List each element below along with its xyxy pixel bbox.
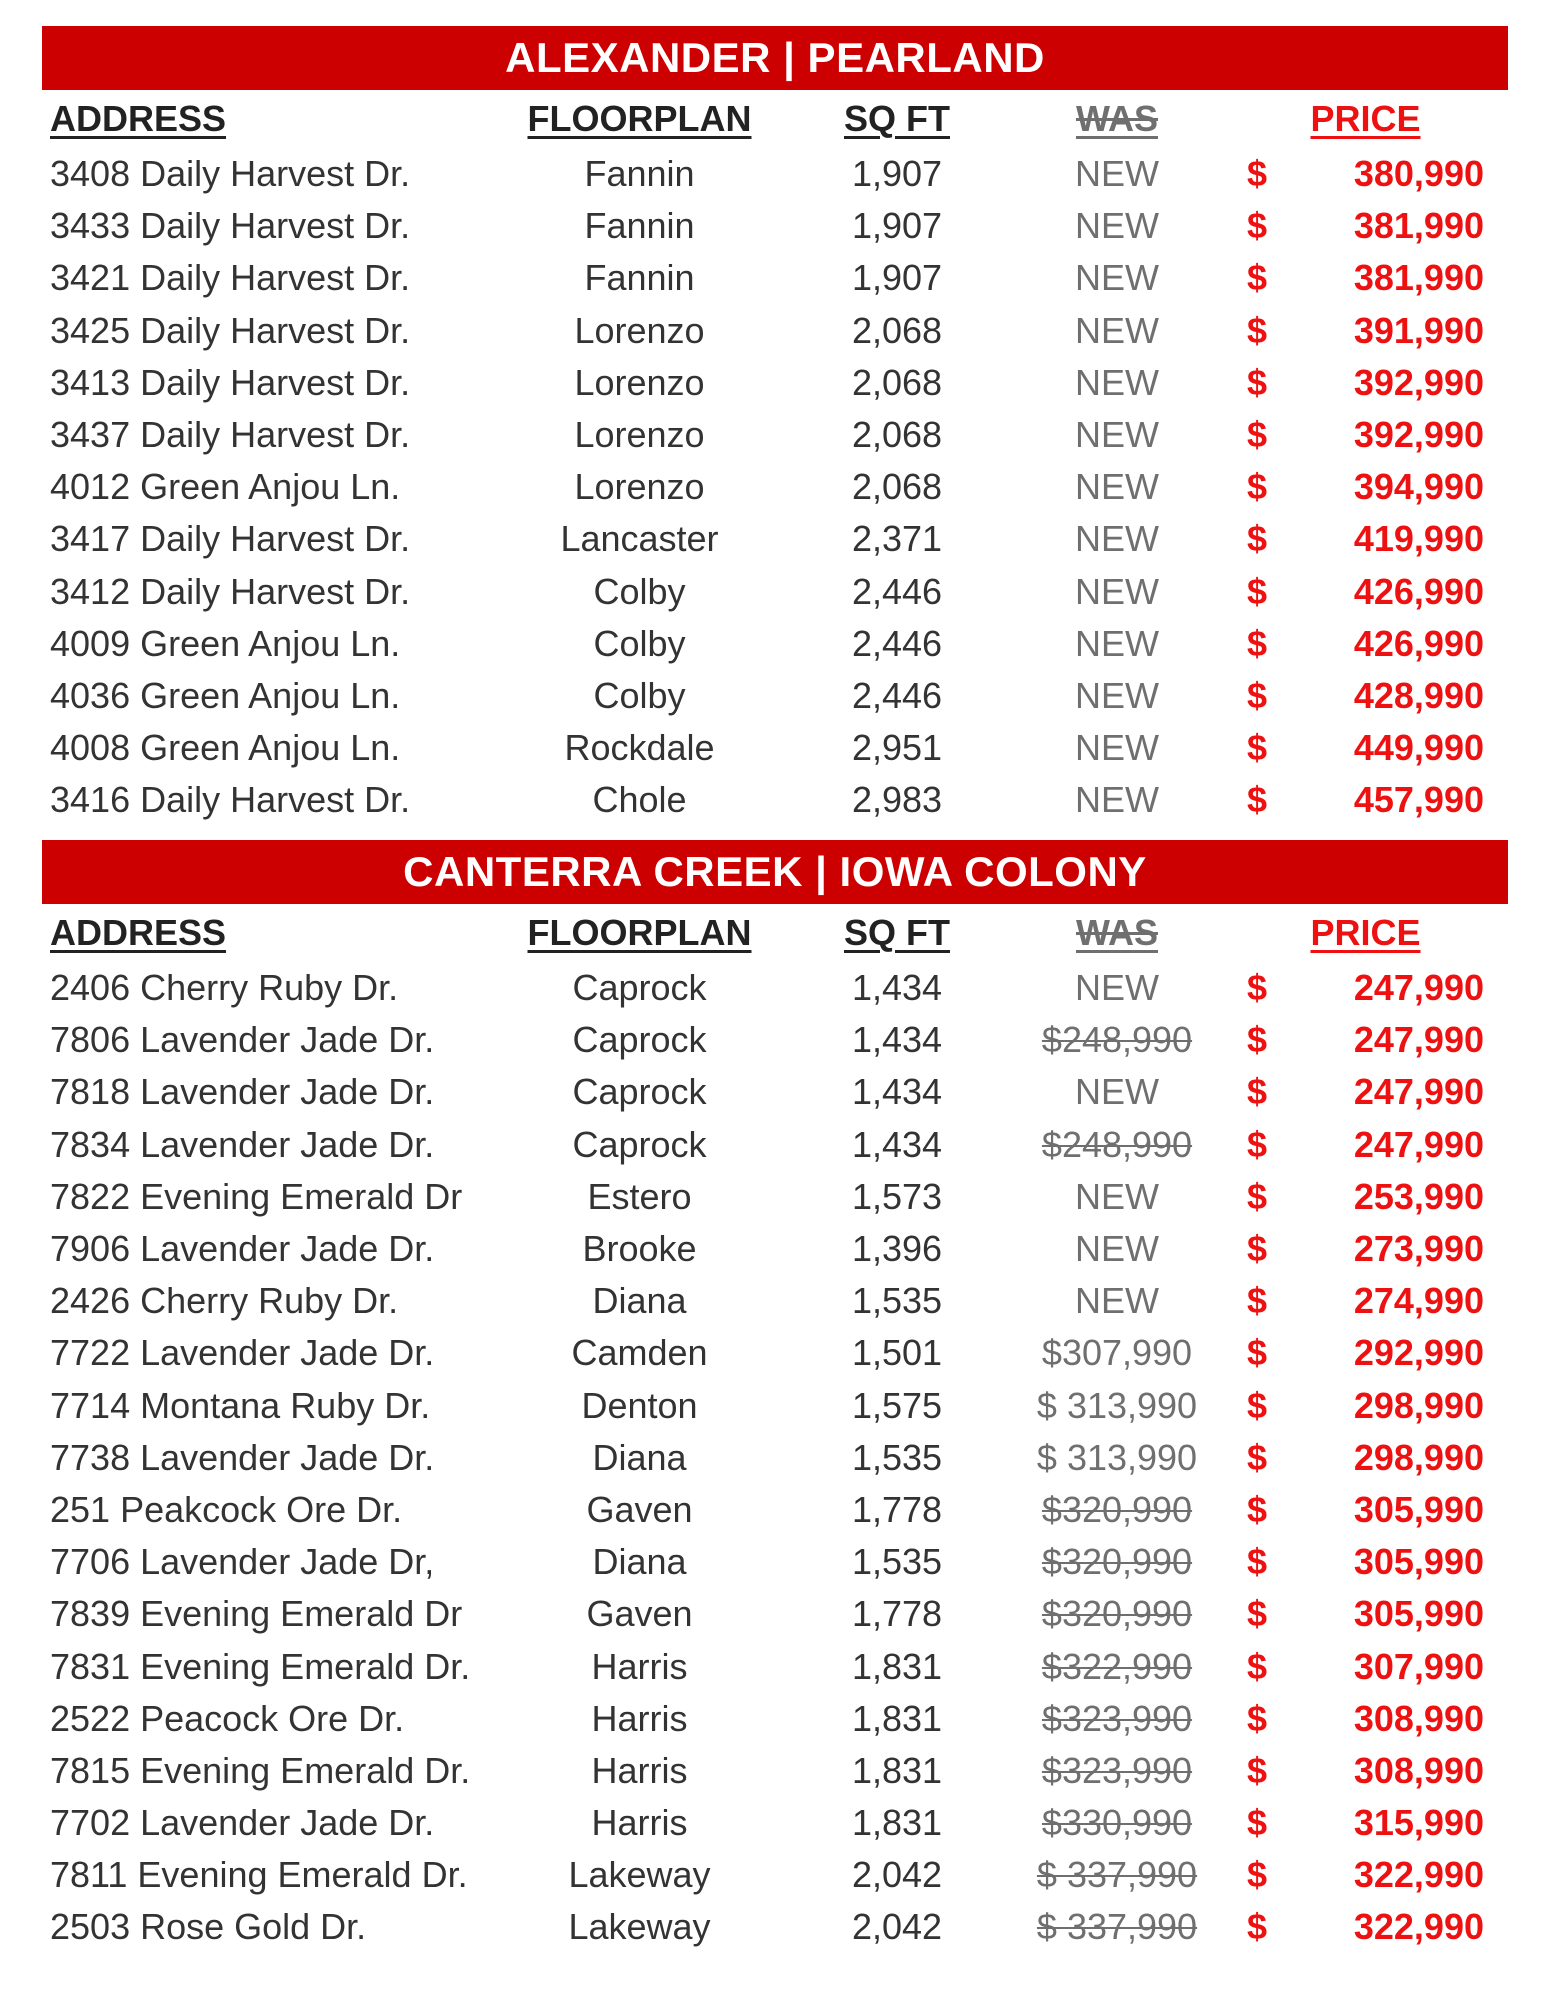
price-cell: [1227, 518, 1508, 560]
price-cell: [1227, 414, 1508, 456]
price-value: 307,990: [1353, 1645, 1484, 1687]
table-row: [42, 1171, 1508, 1223]
was-price-cell: NEW: [1075, 309, 1159, 351]
address-cell: 2406 Cherry Ruby Dr.: [50, 967, 399, 1009]
sqft-cell: 1,907: [851, 153, 943, 195]
table-row: [42, 618, 1508, 670]
sqft-cell: 1,573: [851, 1175, 943, 1217]
address-cell: 7818 Lavender Jade Dr.: [50, 1071, 435, 1113]
table-row: [42, 1484, 1508, 1536]
price-value: 315,990: [1353, 1802, 1484, 1844]
address-cell: 4009 Green Anjou Ln.: [50, 622, 401, 664]
price-cell: [1227, 1698, 1508, 1740]
price-cell: [1227, 1019, 1508, 1061]
currency-symbol: $: [1247, 153, 1268, 195]
sqft-cell: 1,396: [851, 1228, 943, 1270]
price-value: 392,990: [1353, 361, 1484, 403]
was-price-cell: NEW: [1075, 1175, 1159, 1217]
price-value: 457,990: [1353, 779, 1484, 821]
was-price-cell: $ 313,990: [1036, 1436, 1198, 1478]
header-price: PRICE: [1310, 912, 1421, 953]
floorplan-cell: Lakeway: [568, 1906, 711, 1948]
sqft-cell: 1,831: [851, 1645, 943, 1687]
floorplan-cell: Fannin: [584, 205, 695, 247]
table-row: [42, 1640, 1508, 1692]
floorplan-cell: Lakeway: [568, 1854, 711, 1896]
price-value: 298,990: [1353, 1436, 1484, 1478]
price-value: 247,990: [1353, 1123, 1484, 1165]
table-row: [42, 774, 1508, 826]
floorplan-cell: Caprock: [572, 1019, 707, 1061]
currency-symbol: $: [1247, 1280, 1268, 1322]
currency-symbol: $: [1247, 1697, 1268, 1739]
currency-symbol: $: [1247, 1071, 1268, 1113]
header-was: WAS: [1075, 912, 1158, 953]
was-price-cell: $320,990: [1041, 1593, 1193, 1635]
price-cell: [1227, 779, 1508, 821]
address-cell: 2503 Rose Gold Dr.: [50, 1906, 367, 1948]
sqft-cell: 2,983: [851, 779, 943, 821]
table-row: [42, 148, 1508, 200]
price-cell: [1227, 362, 1508, 404]
currency-symbol: $: [1247, 622, 1268, 664]
sqft-cell: 1,434: [851, 1019, 943, 1061]
currency-symbol: $: [1247, 1906, 1268, 1948]
price-value: 298,990: [1353, 1384, 1484, 1426]
address-cell: 7738 Lavender Jade Dr.: [50, 1436, 435, 1478]
was-price-cell: NEW: [1075, 466, 1159, 508]
sqft-cell: 2,446: [851, 570, 943, 612]
table-row: [42, 1745, 1508, 1797]
was-price-cell: NEW: [1075, 361, 1159, 403]
sqft-cell: 1,434: [851, 1123, 943, 1165]
price-value: 308,990: [1353, 1697, 1484, 1739]
currency-symbol: $: [1247, 779, 1268, 821]
was-price-cell: NEW: [1075, 622, 1159, 664]
address-cell: 3416 Daily Harvest Dr.: [50, 779, 411, 821]
address-cell: 7811 Evening Emerald Dr.: [50, 1854, 468, 1896]
was-price-cell: NEW: [1075, 967, 1159, 1009]
floorplan-cell: Lorenzo: [574, 466, 705, 508]
currency-symbol: $: [1247, 1332, 1268, 1374]
was-price-cell: NEW: [1075, 205, 1159, 247]
table-row: [42, 1797, 1508, 1849]
floorplan-cell: Diana: [592, 1436, 687, 1478]
address-cell: 3433 Daily Harvest Dr.: [50, 205, 411, 247]
address-cell: 7722 Lavender Jade Dr.: [50, 1332, 435, 1374]
was-price-cell: NEW: [1075, 1071, 1159, 1113]
price-cell: [1227, 1176, 1508, 1218]
price-value: 426,990: [1353, 570, 1484, 612]
price-cell: [1227, 1437, 1508, 1479]
was-price-cell: NEW: [1075, 1228, 1159, 1270]
table-row: [42, 1014, 1508, 1066]
sqft-cell: 2,068: [851, 361, 943, 403]
currency-symbol: $: [1247, 1854, 1268, 1896]
price-cell: [1227, 1802, 1508, 1844]
floorplan-cell: Estero: [587, 1175, 692, 1217]
sqft-cell: 1,535: [851, 1541, 943, 1583]
price-cell: [1227, 675, 1508, 717]
floorplan-cell: Diana: [592, 1280, 687, 1322]
table-row: [42, 305, 1508, 357]
address-cell: 3413 Daily Harvest Dr.: [50, 361, 411, 403]
price-value: 247,990: [1353, 1071, 1484, 1113]
table-row: [42, 1849, 1508, 1901]
was-price-cell: NEW: [1075, 1280, 1159, 1322]
was-price-cell: $ 337,990: [1036, 1854, 1198, 1896]
section-banner: CANTERRA CREEK | IOWA COLONY: [42, 840, 1508, 904]
price-cell: [1227, 205, 1508, 247]
table-row: [42, 722, 1508, 774]
table-row: [42, 200, 1508, 252]
currency-symbol: $: [1247, 674, 1268, 716]
currency-symbol: $: [1247, 414, 1268, 456]
currency-symbol: $: [1247, 1645, 1268, 1687]
address-cell: 2426 Cherry Ruby Dr.: [50, 1280, 399, 1322]
section-canterra-creek-iowa-colony: [42, 840, 1508, 1954]
price-value: 247,990: [1353, 1019, 1484, 1061]
price-value: 322,990: [1353, 1906, 1484, 1948]
floorplan-cell: Fannin: [584, 257, 695, 299]
floorplan-cell: Gaven: [586, 1488, 693, 1530]
price-value: 308,990: [1353, 1749, 1484, 1791]
was-price-cell: NEW: [1075, 257, 1159, 299]
sqft-cell: 1,831: [851, 1697, 943, 1739]
address-cell: 7815 Evening Emerald Dr.: [50, 1749, 471, 1791]
sqft-cell: 1,778: [851, 1593, 943, 1635]
price-cell: [1227, 310, 1508, 352]
price-value: 380,990: [1353, 153, 1484, 195]
currency-symbol: $: [1247, 1228, 1268, 1270]
was-price-cell: $248,990: [1041, 1123, 1193, 1165]
was-price-cell: NEW: [1075, 518, 1159, 560]
floorplan-cell: Lorenzo: [574, 309, 705, 351]
table-row: [42, 1432, 1508, 1484]
table-row: [42, 409, 1508, 461]
header-floorplan: FLOORPLAN: [527, 98, 752, 139]
price-value: 305,990: [1353, 1541, 1484, 1583]
currency-symbol: $: [1247, 1384, 1268, 1426]
header-price: PRICE: [1310, 98, 1421, 139]
currency-symbol: $: [1247, 1541, 1268, 1583]
was-price-cell: $ 337,990: [1036, 1906, 1198, 1948]
price-cell: [1227, 257, 1508, 299]
header-address: ADDRESS: [50, 98, 227, 139]
price-value: 322,990: [1353, 1854, 1484, 1896]
price-cell: [1227, 1541, 1508, 1583]
floorplan-cell: Harris: [591, 1749, 688, 1791]
price-cell: [1227, 1593, 1508, 1635]
floorplan-cell: Harris: [591, 1697, 688, 1739]
floorplan-cell: Camden: [571, 1332, 708, 1374]
sqft-cell: 1,434: [851, 1071, 943, 1113]
sqft-cell: 2,446: [851, 622, 943, 664]
table-row: [42, 566, 1508, 618]
floorplan-cell: Fannin: [584, 153, 695, 195]
address-cell: 3412 Daily Harvest Dr.: [50, 570, 411, 612]
table-row: [42, 357, 1508, 409]
currency-symbol: $: [1247, 361, 1268, 403]
sqft-cell: 1,575: [851, 1384, 943, 1426]
table-row: [42, 1223, 1508, 1275]
floorplan-cell: Colby: [593, 570, 686, 612]
price-value: 428,990: [1353, 674, 1484, 716]
was-price-cell: $307,990: [1041, 1332, 1193, 1374]
sqft-cell: 1,907: [851, 257, 943, 299]
floorplan-cell: Lorenzo: [574, 361, 705, 403]
was-price-cell: $323,990: [1041, 1749, 1193, 1791]
price-cell: [1227, 623, 1508, 665]
price-value: 292,990: [1353, 1332, 1484, 1374]
sqft-cell: 1,831: [851, 1749, 943, 1791]
table-row: [42, 670, 1508, 722]
was-price-cell: NEW: [1075, 727, 1159, 769]
address-cell: 2522 Peacock Ore Dr.: [50, 1697, 405, 1739]
sqft-cell: 1,778: [851, 1488, 943, 1530]
was-price-cell: $330,990: [1041, 1802, 1193, 1844]
floorplan-cell: Harris: [591, 1802, 688, 1844]
address-cell: 3408 Daily Harvest Dr.: [50, 153, 411, 195]
currency-symbol: $: [1247, 205, 1268, 247]
currency-symbol: $: [1247, 1488, 1268, 1530]
address-cell: 7822 Evening Emerald Dr: [50, 1175, 463, 1217]
was-price-cell: $322,990: [1041, 1645, 1193, 1687]
sqft-cell: 2,068: [851, 414, 943, 456]
header-was: WAS: [1075, 98, 1158, 139]
price-cell: [1227, 1228, 1508, 1270]
was-price-cell: NEW: [1075, 153, 1159, 195]
currency-symbol: $: [1247, 257, 1268, 299]
sqft-cell: 2,951: [851, 727, 943, 769]
price-value: 391,990: [1353, 309, 1484, 351]
price-value: 247,990: [1353, 967, 1484, 1009]
header-address: ADDRESS: [50, 912, 227, 953]
table-row: [42, 252, 1508, 304]
table-row: [42, 1380, 1508, 1432]
price-cell: [1227, 1489, 1508, 1531]
sqft-cell: 1,535: [851, 1280, 943, 1322]
listing-rows: [42, 962, 1508, 1954]
address-cell: 251 Peakcock Ore Dr.: [50, 1488, 403, 1530]
column-header-row: [42, 90, 1508, 148]
sqft-cell: 2,068: [851, 309, 943, 351]
price-value: 274,990: [1353, 1280, 1484, 1322]
was-price-cell: NEW: [1075, 414, 1159, 456]
table-row: [42, 513, 1508, 565]
was-price-cell: $323,990: [1041, 1697, 1193, 1739]
floorplan-cell: Colby: [593, 622, 686, 664]
currency-symbol: $: [1247, 1749, 1268, 1791]
header-sqft: SQ FT: [844, 912, 950, 953]
price-cell: [1227, 1385, 1508, 1427]
currency-symbol: $: [1247, 518, 1268, 560]
price-value: 381,990: [1353, 205, 1484, 247]
address-cell: 4008 Green Anjou Ln.: [50, 727, 401, 769]
address-cell: 7834 Lavender Jade Dr.: [50, 1123, 435, 1165]
floorplan-cell: Colby: [593, 674, 686, 716]
price-cell: [1227, 1906, 1508, 1948]
currency-symbol: $: [1247, 1175, 1268, 1217]
table-row: [42, 1536, 1508, 1588]
price-cell: [1227, 1646, 1508, 1688]
price-cell: [1227, 1854, 1508, 1896]
currency-symbol: $: [1247, 1802, 1268, 1844]
sqft-cell: 1,434: [851, 967, 943, 1009]
table-row: [42, 1588, 1508, 1640]
price-cell: [1227, 466, 1508, 508]
was-price-cell: $ 313,990: [1036, 1384, 1198, 1426]
currency-symbol: $: [1247, 1593, 1268, 1635]
floorplan-cell: Harris: [591, 1645, 688, 1687]
address-cell: 7714 Montana Ruby Dr.: [50, 1384, 431, 1426]
header-sqft: SQ FT: [844, 98, 950, 139]
price-cell: [1227, 1124, 1508, 1166]
address-cell: 3421 Daily Harvest Dr.: [50, 257, 411, 299]
currency-symbol: $: [1247, 967, 1268, 1009]
floorplan-cell: Caprock: [572, 1123, 707, 1165]
price-value: 419,990: [1353, 518, 1484, 560]
table-row: [42, 1327, 1508, 1379]
floorplan-cell: Brooke: [582, 1228, 697, 1270]
currency-symbol: $: [1247, 727, 1268, 769]
table-row: [42, 1901, 1508, 1953]
currency-symbol: $: [1247, 570, 1268, 612]
sqft-cell: 2,068: [851, 466, 943, 508]
section-banner: ALEXANDER | PEARLAND: [42, 26, 1508, 90]
was-price-cell: $320,990: [1041, 1488, 1193, 1530]
floorplan-cell: Caprock: [572, 967, 707, 1009]
floorplan-cell: Lorenzo: [574, 414, 705, 456]
table-row: [42, 1275, 1508, 1327]
address-cell: 7906 Lavender Jade Dr.: [50, 1228, 435, 1270]
sqft-cell: 2,042: [851, 1906, 943, 1948]
price-value: 273,990: [1353, 1228, 1484, 1270]
was-price-cell: $320,990: [1041, 1541, 1193, 1583]
floorplan-cell: Denton: [581, 1384, 698, 1426]
price-value: 449,990: [1353, 727, 1484, 769]
address-cell: 7839 Evening Emerald Dr: [50, 1593, 463, 1635]
sqft-cell: 2,042: [851, 1854, 943, 1896]
price-value: 253,990: [1353, 1175, 1484, 1217]
currency-symbol: $: [1247, 1436, 1268, 1478]
price-value: 381,990: [1353, 257, 1484, 299]
currency-symbol: $: [1247, 1019, 1268, 1061]
sqft-cell: 2,371: [851, 518, 943, 560]
price-cell: [1227, 1071, 1508, 1113]
listing-rows: [42, 148, 1508, 826]
address-cell: 4012 Green Anjou Ln.: [50, 466, 401, 508]
price-value: 392,990: [1353, 414, 1484, 456]
was-price-cell: NEW: [1075, 570, 1159, 612]
header-floorplan: FLOORPLAN: [527, 912, 752, 953]
price-cell: [1227, 153, 1508, 195]
was-price-cell: NEW: [1075, 674, 1159, 716]
column-header-row: [42, 904, 1508, 962]
table-row: [42, 1066, 1508, 1118]
price-cell: [1227, 571, 1508, 613]
floorplan-cell: Diana: [592, 1541, 687, 1583]
table-row: [42, 1119, 1508, 1171]
address-cell: 3417 Daily Harvest Dr.: [50, 518, 411, 560]
currency-symbol: $: [1247, 309, 1268, 351]
address-cell: 7702 Lavender Jade Dr.: [50, 1802, 435, 1844]
price-cell: [1227, 967, 1508, 1009]
address-cell: 7831 Evening Emerald Dr.: [50, 1645, 471, 1687]
table-row: [42, 461, 1508, 513]
floorplan-cell: Gaven: [586, 1593, 693, 1635]
address-cell: 7706 Lavender Jade Dr,: [50, 1541, 435, 1583]
address-cell: 4036 Green Anjou Ln.: [50, 674, 401, 716]
currency-symbol: $: [1247, 1123, 1268, 1165]
price-value: 305,990: [1353, 1593, 1484, 1635]
address-cell: 3425 Daily Harvest Dr.: [50, 309, 411, 351]
sqft-cell: 1,535: [851, 1436, 943, 1478]
address-cell: 3437 Daily Harvest Dr.: [50, 414, 411, 456]
price-cell: [1227, 727, 1508, 769]
was-price-cell: $248,990: [1041, 1019, 1193, 1061]
sqft-cell: 1,501: [851, 1332, 943, 1374]
floorplan-cell: Rockdale: [564, 727, 715, 769]
sqft-cell: 1,907: [851, 205, 943, 247]
floorplan-cell: Lancaster: [560, 518, 719, 560]
currency-symbol: $: [1247, 466, 1268, 508]
table-row: [42, 1693, 1508, 1745]
section-alexander-pearland: [42, 26, 1508, 826]
price-cell: [1227, 1332, 1508, 1374]
sqft-cell: 2,446: [851, 674, 943, 716]
price-value: 394,990: [1353, 466, 1484, 508]
floorplan-cell: Chole: [592, 779, 687, 821]
price-cell: [1227, 1280, 1508, 1322]
price-cell: [1227, 1750, 1508, 1792]
price-value: 305,990: [1353, 1488, 1484, 1530]
floorplan-cell: Caprock: [572, 1071, 707, 1113]
table-row: [42, 962, 1508, 1014]
address-cell: 7806 Lavender Jade Dr.: [50, 1019, 435, 1061]
price-value: 426,990: [1353, 622, 1484, 664]
was-price-cell: NEW: [1075, 779, 1159, 821]
sqft-cell: 1,831: [851, 1802, 943, 1844]
